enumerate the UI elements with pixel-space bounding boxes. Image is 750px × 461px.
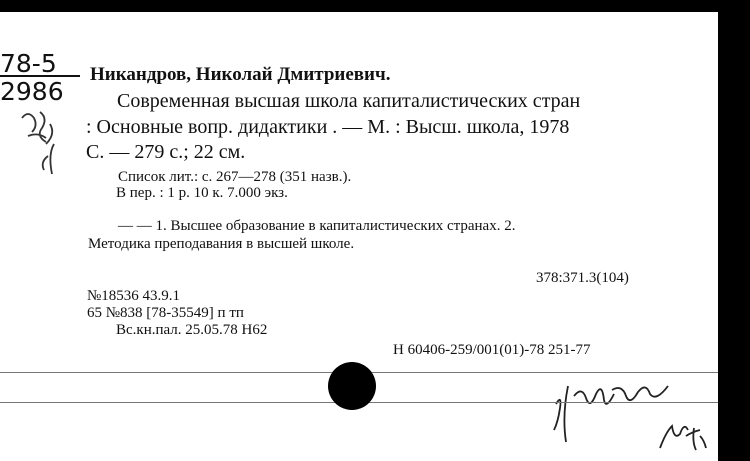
punch-hole <box>328 362 376 410</box>
shelf-mark-2: 2986 <box>0 77 64 106</box>
subjects-line-2: Методика преподавания в высшей школе. <box>88 236 355 252</box>
udc-code: 378:371.3(104) <box>536 270 629 286</box>
shelf-mark-1: 78-5 <box>0 49 57 78</box>
handwritten-note-left <box>22 112 54 174</box>
title-line-2: : Основные вопр. дидактики . — М. : Высш. школа, 1978 <box>86 116 570 138</box>
price-note: В пер. : 1 р. 10 к. 7.000 экз. <box>116 185 288 201</box>
author-heading: Никандров, Николай Дмитриевич. <box>90 64 391 85</box>
signature-2 <box>660 426 706 450</box>
signature-1 <box>554 386 668 442</box>
bibliography-note: Список лит.: с. 267—278 (351 назв.). <box>118 169 352 185</box>
order-number: 65 №838 [78-35549] п тп <box>87 305 244 321</box>
catalog-card <box>0 12 718 461</box>
inventory-number: №18536 43.9.1 <box>87 288 181 304</box>
subjects-line-1: — — 1. Высшее образование в капиталистических странах. 2. <box>118 218 516 234</box>
physical-description: С. — 279 с.; 22 см. <box>86 141 246 163</box>
title-line-1: Современная высшая школа капиталистических стран <box>117 90 581 112</box>
book-chamber-stamp: Вс.кн.пал. 25.05.78 Н62 <box>116 322 268 338</box>
publication-index: Н 60406-259/001(01)-78 251-77 <box>393 342 591 358</box>
